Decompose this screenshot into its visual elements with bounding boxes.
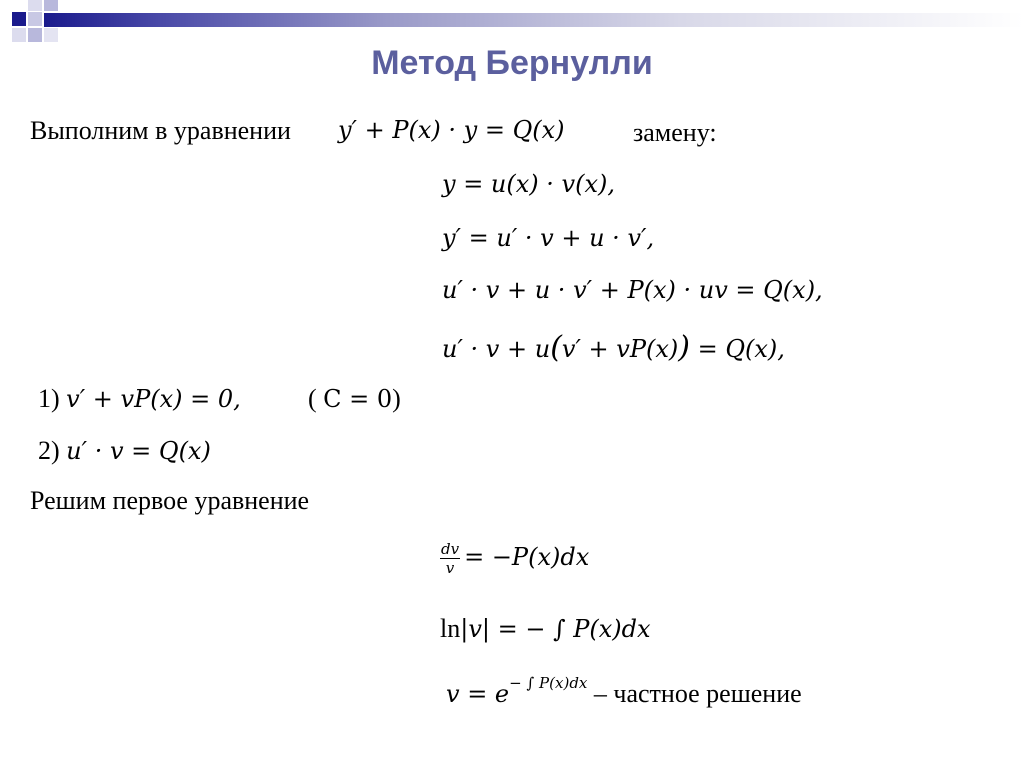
condition-2-number: 2) <box>38 436 60 465</box>
intro-text: Выполним в уравнении <box>30 116 291 145</box>
sub-equation-3: u′ · v + u · v′ + P(x) · uv = Q(x), <box>442 276 823 304</box>
solution-exponent: − ∫ P(x)dx <box>509 674 588 692</box>
ln-rhs: |v| = − ∫ P(x)dx <box>460 615 651 643</box>
sub-eq4-paren-open: ( <box>550 330 562 365</box>
fraction-denominator: v <box>445 559 455 577</box>
condition-1-note <box>308 384 401 414</box>
solution-suffix: – частное решение <box>587 679 802 708</box>
solve-text: Решим первое уравнение <box>30 486 310 515</box>
condition-1-note-open: ( <box>308 384 317 413</box>
sub-eq4-part-a: u′ · v + u <box>442 335 551 363</box>
condition-1-equation: v′ + vP(x) = 0, <box>66 385 241 413</box>
fraction-numerator: dv <box>441 540 460 558</box>
header-gradient-bar <box>44 13 1024 27</box>
intro-suffix: замену: <box>633 118 717 147</box>
condition-1-number: 1) <box>38 384 60 413</box>
intro-line <box>30 116 291 146</box>
sub-eq4-paren-close: ) <box>678 330 690 365</box>
deco-square-mid <box>44 28 58 42</box>
slide-title: Метод Бернулли <box>371 44 653 82</box>
deco-square-light <box>28 28 42 42</box>
condition-2 <box>38 436 211 466</box>
condition-1-note-eq: C = 0 <box>323 385 393 413</box>
fraction <box>440 540 460 577</box>
solution-line <box>446 674 802 709</box>
intro-equation: y′ + P(x) · y = Q(x) <box>338 116 565 144</box>
sub-eq4-part-c: v′ + vP(x) <box>561 335 679 363</box>
sub-eq4-part-e: = Q(x), <box>689 335 785 363</box>
sub-equation-4 <box>442 330 785 365</box>
deco-square-dark <box>12 12 26 26</box>
condition-1-note-close: ) <box>392 384 401 413</box>
fraction-rhs: = −P(x)dx <box>464 543 590 571</box>
deco-square-light <box>28 0 42 11</box>
solution-base: v = e <box>446 680 510 708</box>
condition-2-equation: u′ · v = Q(x) <box>66 437 211 465</box>
fraction-equation <box>440 540 589 577</box>
ln-equation <box>440 614 651 644</box>
ln-prefix: ln <box>440 614 461 643</box>
sub-equation-1: y = u(x) · v(x), <box>442 170 615 198</box>
condition-1 <box>38 384 241 414</box>
sub-equation-2: y′ = u′ · v + u · v′, <box>442 224 655 252</box>
deco-square-light <box>28 12 42 26</box>
deco-square-light <box>12 28 26 42</box>
deco-square-light <box>44 0 58 11</box>
